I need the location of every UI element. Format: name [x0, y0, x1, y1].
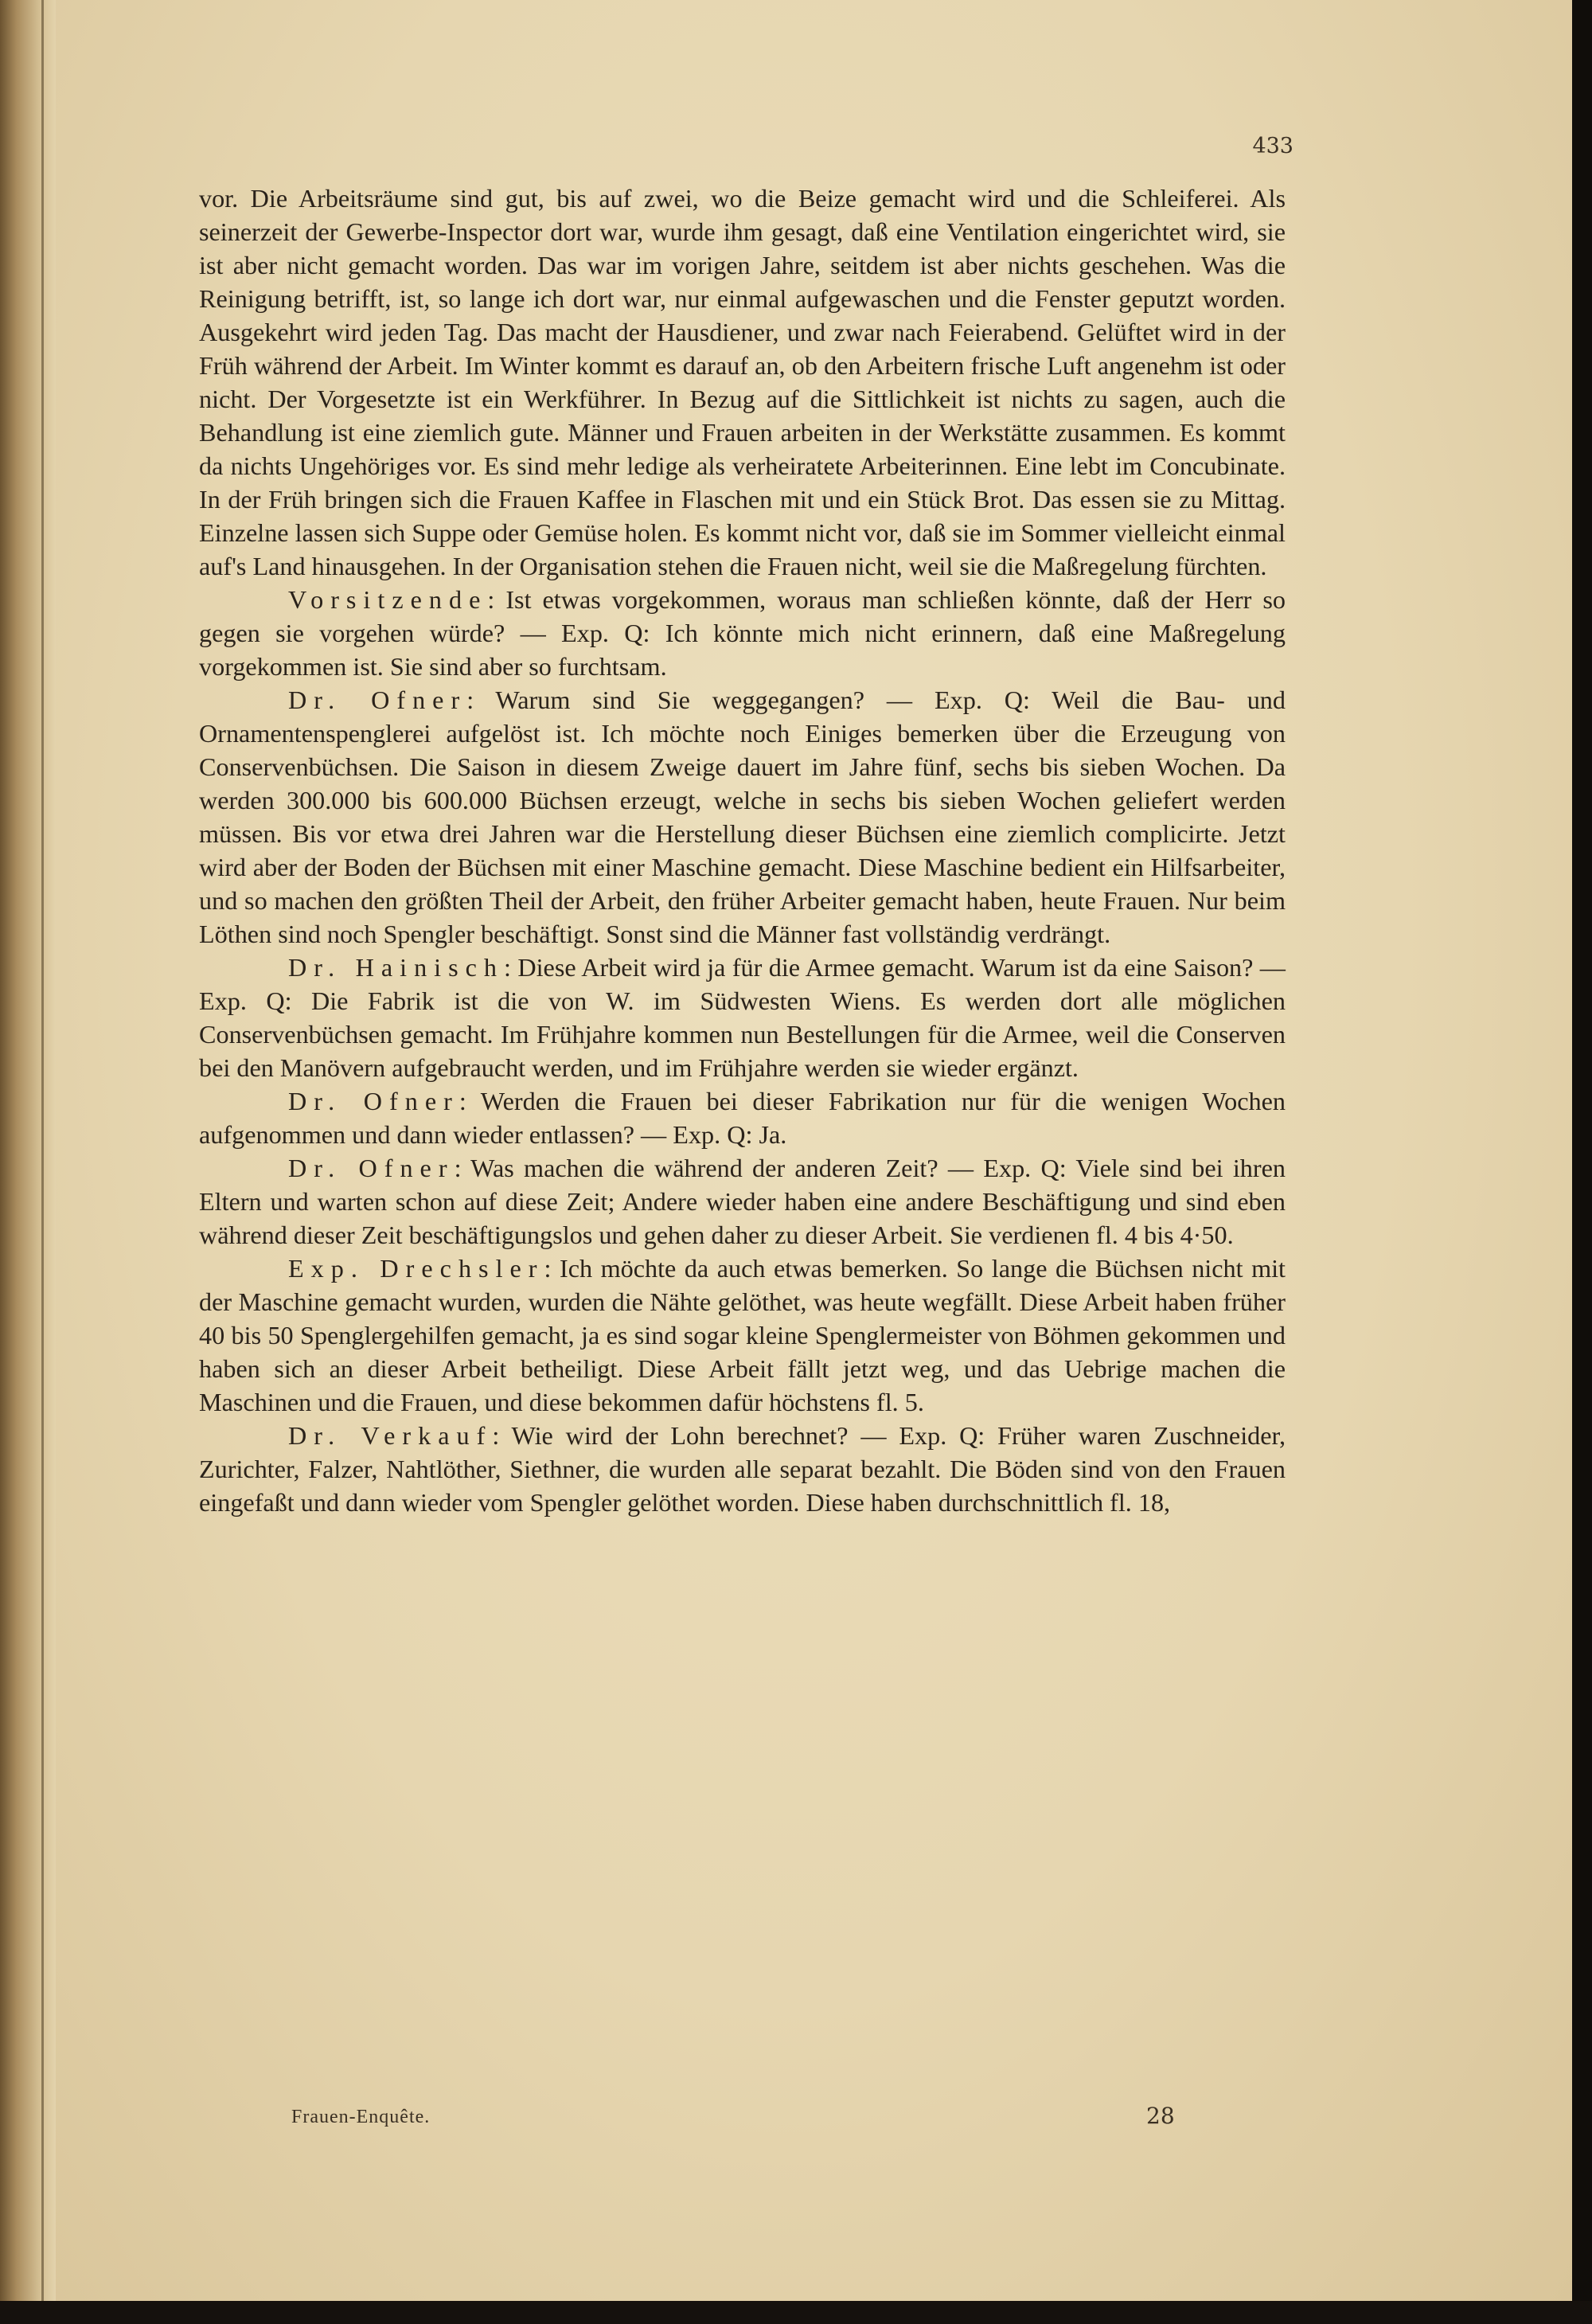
speaker-name: Exp. Drechsler — [288, 1254, 544, 1283]
paragraph-text: : Wie wird der Lohn berechnet? — Exp. Q: Früher waren Zuschneider, Zurichter, Falzer, Nahtlöther, Siethner, die wurden alle separat bezahlt. Die Böden sind von den Frauen eingefaßt und dann wieder vom Spengler gelöthet worden. Diese haben durchschnittlich fl. 18, — [199, 1421, 1286, 1517]
paragraph-6 — [199, 1151, 1286, 1252]
scan-border-bottom — [0, 2301, 1592, 2324]
footer-title: Frauen-Enquête. — [291, 2107, 431, 2127]
paragraph-2 — [199, 583, 1286, 683]
book-spine-shadow — [0, 0, 56, 2301]
scan-border-right — [1572, 0, 1592, 2324]
paragraph-text: : Ist etwas vorgekommen, woraus man schließen könnte, daß der Herr so gegen sie vorgehen würde? — Exp. Q: Ich könnte mich nicht erinnern, daß eine Maßregelung vorgekommen ist. Sie sind aber so furchtsam. — [199, 585, 1286, 681]
paragraph-4 — [199, 951, 1286, 1084]
paragraph-text: : Warum sind Sie weggegangen? — Exp. Q: Weil die Bau- und Ornamentenspenglerei aufgelöst ist. Ich möchte noch Einiges bemerken über die Erzeugung von Conservenbüchsen. Die Saison in diesem Zweige dauert im Jahre fünf, sechs bis sieben Wochen. Da werden 300.000 bis 600.000 Büchsen erzeugt, welche in sechs bis sieben Wochen geliefert werden müssen. Bis vor etwa drei Jahren war die Herstellung dieser Büchsen eine ziemlich complicirte. Jetzt wird aber der Boden der Büchsen mit einer Maschine gemacht. Diese Maschine bedient ein Hilfsarbeiter, und so machen den größten Theil der Arbeit, den früher Arbeiter gemacht haben, heute Frauen. Nur beim Löthen sind noch Spengler beschäftigt. Sonst sind die Männer fast vollständig verdrängt. — [199, 685, 1286, 948]
speaker-name: Vorsitzende — [288, 585, 488, 614]
speaker-name: Dr. Ofner — [288, 685, 467, 714]
speaker-name: Dr. Verkauf — [288, 1421, 493, 1450]
paragraph-7 — [199, 1252, 1286, 1419]
gutter-line — [41, 0, 44, 2301]
paragraph-5 — [199, 1084, 1286, 1151]
speaker-name: Dr. Hainisch — [288, 953, 505, 982]
paragraph-text: : Was machen die während der anderen Zeit? — Exp. Q: Viele sind bei ihren Eltern und warten schon auf diese Zeit; Andere wieder haben eine andere Beschäftigung und sind eben während dieser Zeit beschäftigungslos und gehen daher zu dieser Arbeit. Sie verdienen fl. 4 bis 4·50. — [199, 1154, 1286, 1249]
paragraph-1 — [199, 182, 1286, 583]
paragraph-8 — [199, 1419, 1286, 1519]
paragraph-text: : Diese Arbeit wird ja für die Armee gemacht. Warum ist da eine Saison? — Exp. Q: Die Fabrik ist die von W. im Südwesten Wiens. Es werden dort alle möglichen Conservenbüchsen gemacht. Im Frühjahre kommen nun Bestellungen für die Armee, weil die Conserven bei den Manövern aufgebraucht werden, und im Frühjahre werden sie wieder ergänzt. — [199, 953, 1286, 1082]
signature-mark: 28 — [1146, 2103, 1175, 2129]
paragraph-text: vor. Die Arbeitsräume sind gut, bis auf zwei, wo die Beize gemacht wird und die Schleiferei. Als seinerzeit der Gewerbe-Inspector dort war, wurde ihm gesagt, daß eine Ventilation eingerichtet wird, sie ist aber nicht gemacht worden. Das war im vorigen Jahre, seitdem ist aber nichts geschehen. Was die Reinigung betrifft, ist, so lange ich dort war, nur einmal aufgewaschen und die Fenster geputzt worden. Ausgekehrt wird jeden Tag. Das macht der Hausdiener, und zwar nach Feierabend. Gelüftet wird in der Früh während der Arbeit. Im Winter kommt es darauf an, ob den Arbeitern frische Luft angenehm ist oder nicht. Der Vorgesetzte ist ein Werkführer. In Bezug auf die Sittlichkeit ist nichts zu sagen, auch die Behandlung ist eine ziemlich gute. Männer und Frauen arbeiten in der Werkstätte zusammen. Es kommt da nichts Ungehöriges vor. Es sind mehr ledige als verheiratete Arbeiterinnen. Eine lebt im Concubinate. In der Früh bringen sich die Frauen Kaffee in Flaschen mit und ein Stück Brot. Das essen sie zu Mittag. Einzelne lassen sich Suppe oder Gemüse holen. Es kommt nicht vor, daß sie im Sommer vielleicht einmal auf's Land hinausgehen. In der Organisation stehen die Frauen nicht, weil sie die Maßregelung fürchten. — [199, 184, 1286, 580]
paragraph-text: : Werden die Frauen bei dieser Fabrikation nur für die wenigen Wochen aufgenommen und dann wieder entlassen? — Exp. Q: Ja. — [199, 1087, 1286, 1149]
paragraph-3 — [199, 683, 1286, 951]
speaker-name: Dr. Ofner — [288, 1154, 455, 1182]
page-number: 433 — [1252, 134, 1294, 158]
paragraph-text: : Ich möchte da auch etwas bemerken. So lange die Büchsen nicht mit der Maschine gemacht wurden, wurden die Nähte gelöthet, was heute wegfällt. Diese Arbeit haben früher 40 bis 50 Spenglergehilfen gemacht, ja es sind sogar kleine Spenglermeister von Böhmen gekommen und haben sich an dieser Arbeit betheiligt. Diese Arbeit fällt jetzt weg, und das Uebrige machen die Maschinen und die Frauen, und diese bekommen dafür höchstens fl. 5. — [199, 1254, 1286, 1416]
speaker-name: Dr. Ofner — [288, 1087, 459, 1115]
page-body-text — [199, 182, 1286, 1519]
